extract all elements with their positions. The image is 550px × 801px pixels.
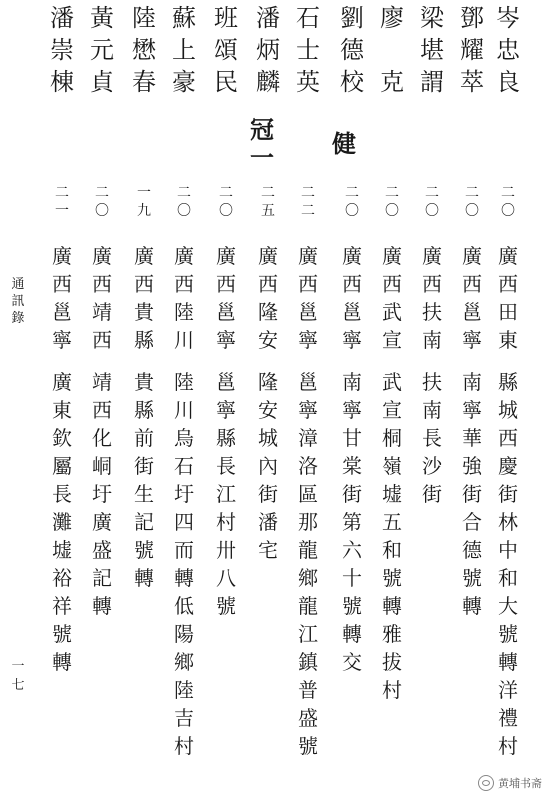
native-place-char: 寧 <box>462 328 482 352</box>
native-place <box>124 246 164 358</box>
age <box>488 186 528 222</box>
person-name-char: 班 <box>214 4 238 32</box>
mailing-address <box>42 372 82 680</box>
section-mark-jian: 健 <box>332 129 356 158</box>
person-name <box>42 6 82 102</box>
age-char: 二 <box>345 185 359 201</box>
person-name-char: 校 <box>340 68 364 96</box>
person-name-char: 炳 <box>256 36 280 64</box>
native-place-char: 廣 <box>52 244 72 268</box>
mailing-address-char: 安 <box>258 398 278 422</box>
mailing-address-char: 村 <box>174 734 194 758</box>
native-place-char: 西 <box>216 272 236 296</box>
native-place-char: 寧 <box>342 328 362 352</box>
mailing-address-char: 潘 <box>258 510 278 534</box>
person-name <box>124 6 164 102</box>
mailing-address-char: 西 <box>498 426 518 450</box>
mailing-address-char: 四 <box>174 510 194 534</box>
age-char: 九 <box>137 203 151 219</box>
age-char: 五 <box>261 203 275 219</box>
person-name-char: 棟 <box>50 68 74 96</box>
mailing-address-char: 號 <box>52 622 72 646</box>
mailing-address-char: 轉 <box>174 566 194 590</box>
native-place-char: 西 <box>52 272 72 296</box>
mailing-address-char: 靖 <box>92 370 112 394</box>
person-name-char: 豪 <box>172 68 196 96</box>
mailing-address-char: 轉 <box>382 594 402 618</box>
mailing-address-char: 東 <box>52 398 72 422</box>
mailing-address-char: 嶺 <box>382 454 402 478</box>
mailing-address <box>82 372 122 624</box>
mailing-address <box>452 372 492 624</box>
age-char: 二 <box>55 185 69 201</box>
person-name-char: 謂 <box>420 68 444 96</box>
age <box>42 186 82 222</box>
mailing-address-char: 桐 <box>382 426 402 450</box>
age <box>372 186 412 222</box>
age-char: 二 <box>301 185 315 201</box>
person-name <box>248 6 288 102</box>
mailing-address-char: 記 <box>92 566 112 590</box>
mailing-address-char: 記 <box>134 510 154 534</box>
native-place-char: 東 <box>498 328 518 352</box>
age-char: 二 <box>95 185 109 201</box>
mailing-address-char: 慶 <box>498 454 518 478</box>
mailing-address-char: 號 <box>498 622 518 646</box>
native-place-char: 西 <box>342 272 362 296</box>
mailing-address-char: 南 <box>342 370 362 394</box>
age-char: 二 <box>261 185 275 201</box>
native-place-char: 西 <box>298 272 318 296</box>
person-name-char: 耀 <box>460 36 484 64</box>
native-place-char: 宣 <box>382 328 402 352</box>
mailing-address-char: 西 <box>92 398 112 422</box>
person-name-char: 陸 <box>132 4 156 32</box>
mailing-address-char: 大 <box>498 594 518 618</box>
mailing-address-char: 號 <box>382 566 402 590</box>
mailing-address-char: 川 <box>174 398 194 422</box>
person-name-char: 貞 <box>90 68 114 96</box>
native-place <box>248 246 288 358</box>
native-place-char: 廣 <box>298 244 318 268</box>
wechat-logo-icon <box>478 775 494 791</box>
age-char: 〇 <box>385 203 399 219</box>
age-char: 〇 <box>465 203 479 219</box>
native-place-char: 邕 <box>342 300 362 324</box>
margin-title-char: 通 <box>11 277 25 292</box>
person-name-char: 潘 <box>256 4 280 32</box>
native-place-char: 隆 <box>258 300 278 324</box>
age-char: 〇 <box>177 203 191 219</box>
mailing-address-char: 墟 <box>52 538 72 562</box>
mailing-address-char: 邕 <box>216 370 236 394</box>
mailing-address-char: 縣 <box>216 426 236 450</box>
mailing-address-char: 號 <box>134 538 154 562</box>
person-name <box>412 6 452 102</box>
native-place-char: 廣 <box>174 244 194 268</box>
age <box>452 186 492 222</box>
person-name <box>288 6 328 102</box>
mailing-address-char: 號 <box>216 594 236 618</box>
native-place-char: 南 <box>422 328 442 352</box>
native-place-char: 廣 <box>498 244 518 268</box>
native-place <box>288 246 328 358</box>
native-place-char: 武 <box>382 300 402 324</box>
person-name-char: 士 <box>296 36 320 64</box>
age <box>288 186 328 222</box>
native-place-char: 陸 <box>174 300 194 324</box>
native-place-char: 寧 <box>216 328 236 352</box>
mailing-address <box>288 372 328 764</box>
mailing-address <box>248 372 288 568</box>
mailing-address-char: 盛 <box>298 706 318 730</box>
mailing-address-char: 江 <box>298 622 318 646</box>
person-name <box>372 6 412 102</box>
mailing-address-char: 寧 <box>462 398 482 422</box>
person-name-char: 民 <box>214 68 238 96</box>
mailing-address-char: 吉 <box>174 706 194 730</box>
margin-title <box>8 278 28 329</box>
mailing-address-char: 五 <box>382 510 402 534</box>
native-place-char: 寧 <box>52 328 72 352</box>
mailing-address <box>412 372 452 512</box>
age-char: 一 <box>137 185 151 201</box>
mailing-address-char: 村 <box>498 734 518 758</box>
mailing-address-char: 轉 <box>342 622 362 646</box>
native-place-char: 邕 <box>298 300 318 324</box>
native-place <box>452 246 492 358</box>
mailing-address-char: 寧 <box>298 398 318 422</box>
section-char-1: 冠 <box>250 115 274 144</box>
age <box>82 186 122 222</box>
mailing-address-char: 街 <box>342 482 362 506</box>
mailing-address-char: 轉 <box>92 594 112 618</box>
mailing-address-char: 陸 <box>174 370 194 394</box>
page-number-char: 一 <box>11 659 25 674</box>
mailing-address-char: 轉 <box>134 566 154 590</box>
mailing-address <box>164 372 204 764</box>
age-char: 〇 <box>501 203 515 219</box>
mailing-address-char: 禮 <box>498 706 518 730</box>
mailing-address-char: 鎮 <box>298 650 318 674</box>
person-name-char: 鄧 <box>460 4 484 32</box>
person-name-char: 頌 <box>214 36 238 64</box>
person-name-char: 良 <box>496 68 520 96</box>
mailing-address-char: 縣 <box>134 398 154 422</box>
age-char: 二 <box>385 185 399 201</box>
native-place <box>372 246 412 358</box>
mailing-address-char: 墟 <box>382 482 402 506</box>
mailing-address-char: 武 <box>382 370 402 394</box>
section-char-2: 一 <box>250 143 274 172</box>
mailing-address <box>488 372 528 764</box>
person-name-char: 春 <box>132 68 156 96</box>
mailing-address-char: 江 <box>216 482 236 506</box>
mailing-address-char: 街 <box>422 482 442 506</box>
mailing-address-char: 龍 <box>298 594 318 618</box>
mailing-address-char: 低 <box>174 594 194 618</box>
mailing-address-char: 中 <box>498 538 518 562</box>
native-place-char: 邕 <box>462 300 482 324</box>
age-char: 二 <box>425 185 439 201</box>
mailing-address-char: 邕 <box>298 370 318 394</box>
person-name-char: 麟 <box>256 68 280 96</box>
mailing-address-char: 化 <box>92 426 112 450</box>
native-place-char: 西 <box>92 272 112 296</box>
person-name-char: 蘇 <box>172 4 196 32</box>
age-char: 二 <box>177 185 191 201</box>
person-name-char: 英 <box>296 68 320 96</box>
person-name-char: 石 <box>296 4 320 32</box>
mailing-address-char: 號 <box>342 594 362 618</box>
age-char: 〇 <box>425 203 439 219</box>
mailing-address-char: 圩 <box>174 482 194 506</box>
mailing-address-char: 沙 <box>422 454 442 478</box>
mailing-address-char: 灘 <box>52 510 72 534</box>
age <box>206 186 246 222</box>
mailing-address-char: 棠 <box>342 454 362 478</box>
mailing-address-char: 長 <box>422 426 442 450</box>
person-name-char <box>380 38 404 62</box>
mailing-address-char: 貴 <box>134 370 154 394</box>
native-place <box>164 246 204 358</box>
mailing-address-char: 華 <box>462 426 482 450</box>
native-place-char: 靖 <box>92 300 112 324</box>
age-char: 二 <box>465 185 479 201</box>
mailing-address-char: 扶 <box>422 370 442 394</box>
native-place <box>206 246 246 358</box>
mailing-address-char: 宅 <box>258 538 278 562</box>
native-place-char: 邕 <box>216 300 236 324</box>
native-place <box>412 246 452 358</box>
mailing-address-char: 拔 <box>382 650 402 674</box>
mailing-address-char: 石 <box>174 454 194 478</box>
mailing-address-char: 六 <box>342 538 362 562</box>
mailing-address-char: 龍 <box>298 538 318 562</box>
native-place-char: 安 <box>258 328 278 352</box>
native-place-char: 西 <box>422 272 442 296</box>
mailing-address-char: 廣 <box>52 370 72 394</box>
mailing-address-char: 村 <box>382 678 402 702</box>
mailing-address-char: 轉 <box>52 650 72 674</box>
watermark-text: 黄埔书斋 <box>498 778 542 790</box>
mailing-address-char: 街 <box>258 482 278 506</box>
mailing-address-char: 交 <box>342 650 362 674</box>
mailing-address-char: 峒 <box>92 454 112 478</box>
person-name-char: 崇 <box>50 36 74 64</box>
mailing-address-char: 轉 <box>462 594 482 618</box>
mailing-address-char: 長 <box>216 454 236 478</box>
person-name <box>332 6 372 102</box>
native-place <box>82 246 122 358</box>
mailing-address-char: 號 <box>298 734 318 758</box>
native-place-char: 川 <box>174 328 194 352</box>
person-name <box>452 6 492 102</box>
person-name <box>488 6 528 102</box>
mailing-address-char: 區 <box>298 482 318 506</box>
mailing-address-char: 八 <box>216 566 236 590</box>
age-char: 二 <box>501 185 515 201</box>
mailing-address-char: 陸 <box>174 678 194 702</box>
person-name-char: 萃 <box>460 68 484 96</box>
mailing-address-char: 卅 <box>216 538 236 562</box>
person-name-char: 潘 <box>50 4 74 32</box>
mailing-address-char: 林 <box>498 510 518 534</box>
page-number-char: 七 <box>11 678 25 693</box>
mailing-address-char: 南 <box>422 398 442 422</box>
age-char: 〇 <box>345 203 359 219</box>
mailing-address <box>332 372 372 680</box>
mailing-address-char: 轉 <box>498 650 518 674</box>
mailing-address-char: 甘 <box>342 426 362 450</box>
person-name-char: 忠 <box>496 36 520 64</box>
native-place <box>332 246 372 358</box>
native-place-char: 邕 <box>52 300 72 324</box>
mailing-address-char: 強 <box>462 454 482 478</box>
mailing-address-char: 南 <box>462 370 482 394</box>
native-place-char: 西 <box>92 328 112 352</box>
person-name-char: 堪 <box>420 36 444 64</box>
mailing-address-char: 德 <box>462 538 482 562</box>
mailing-address-char: 烏 <box>174 426 194 450</box>
native-place-char: 西 <box>174 272 194 296</box>
mailing-address-char: 村 <box>216 510 236 534</box>
native-place-char: 廣 <box>382 244 402 268</box>
native-place-char: 廣 <box>216 244 236 268</box>
mailing-address-char: 內 <box>258 454 278 478</box>
age <box>412 186 452 222</box>
mailing-address-char: 圩 <box>92 482 112 506</box>
margin-title-char: 錄 <box>11 311 25 326</box>
native-place-char: 廣 <box>258 244 278 268</box>
mailing-address-char: 縣 <box>498 370 518 394</box>
person-name-char: 元 <box>90 36 114 64</box>
mailing-address-char: 洋 <box>498 678 518 702</box>
person-name-char: 梁 <box>420 4 444 32</box>
native-place-char: 縣 <box>134 328 154 352</box>
mailing-address-char: 街 <box>134 454 154 478</box>
mailing-address-char: 洛 <box>298 454 318 478</box>
native-place-char: 西 <box>382 272 402 296</box>
section-mark-guan-yi <box>242 115 282 174</box>
person-name-char: 劉 <box>340 4 364 32</box>
age <box>248 186 288 222</box>
mailing-address-char: 雅 <box>382 622 402 646</box>
person-name-char: 岑 <box>496 4 520 32</box>
mailing-address-char: 鄉 <box>298 566 318 590</box>
mailing-address-char: 普 <box>298 678 318 702</box>
mailing-address <box>124 372 164 596</box>
watermark <box>478 775 542 791</box>
native-place-char: 寧 <box>298 328 318 352</box>
native-place <box>42 246 82 358</box>
native-place-char: 西 <box>134 272 154 296</box>
mailing-address-char: 宣 <box>382 398 402 422</box>
mailing-address-char: 長 <box>52 482 72 506</box>
age-char: 二 <box>219 185 233 201</box>
native-place-char: 西 <box>462 272 482 296</box>
page-number <box>8 660 28 698</box>
age <box>124 186 164 222</box>
person-name-char: 克 <box>380 68 404 96</box>
mailing-address-char: 廣 <box>92 510 112 534</box>
native-place <box>488 246 528 358</box>
person-name <box>164 6 204 102</box>
person-name-char: 黃 <box>90 4 114 32</box>
native-place-char: 西 <box>258 272 278 296</box>
mailing-address-char: 寧 <box>216 398 236 422</box>
mailing-address-char: 而 <box>174 538 194 562</box>
person-name <box>82 6 122 102</box>
age-char: 〇 <box>219 203 233 219</box>
native-place-char: 扶 <box>422 300 442 324</box>
mailing-address <box>372 372 412 708</box>
mailing-address-char: 和 <box>382 538 402 562</box>
margin-title-char: 訊 <box>11 294 25 309</box>
mailing-address-char: 城 <box>258 426 278 450</box>
person-name <box>206 6 246 102</box>
mailing-address-char: 鄉 <box>174 650 194 674</box>
mailing-address-char: 屬 <box>52 454 72 478</box>
mailing-address-char: 城 <box>498 398 518 422</box>
mailing-address-char: 欽 <box>52 426 72 450</box>
mailing-address-char: 合 <box>462 510 482 534</box>
mailing-address-char: 和 <box>498 566 518 590</box>
age-char: 二 <box>301 203 315 219</box>
native-place-char: 西 <box>498 272 518 296</box>
mailing-address-char: 那 <box>298 510 318 534</box>
person-name-char: 上 <box>172 36 196 64</box>
mailing-address <box>206 372 246 624</box>
mailing-address-char: 號 <box>462 566 482 590</box>
age-char: 〇 <box>95 203 109 219</box>
age-char: 一 <box>55 203 69 219</box>
native-place-char: 田 <box>498 300 518 324</box>
person-name-char: 廖 <box>380 4 404 32</box>
mailing-address-char: 生 <box>134 482 154 506</box>
mailing-address-char: 街 <box>498 482 518 506</box>
native-place-char: 廣 <box>92 244 112 268</box>
native-place-char: 廣 <box>342 244 362 268</box>
age <box>332 186 372 222</box>
person-name-char: 德 <box>340 36 364 64</box>
mailing-address-char: 祥 <box>52 594 72 618</box>
mailing-address-char: 寧 <box>342 398 362 422</box>
native-place-char: 廣 <box>134 244 154 268</box>
mailing-address-char: 第 <box>342 510 362 534</box>
mailing-address-char: 裕 <box>52 566 72 590</box>
mailing-address-char: 隆 <box>258 370 278 394</box>
person-name-char: 懋 <box>132 36 156 64</box>
native-place-char: 廣 <box>422 244 442 268</box>
mailing-address-char: 盛 <box>92 538 112 562</box>
age <box>164 186 204 222</box>
native-place-char: 廣 <box>462 244 482 268</box>
mailing-address-char: 街 <box>462 482 482 506</box>
native-place-char: 貴 <box>134 300 154 324</box>
mailing-address-char: 十 <box>342 566 362 590</box>
mailing-address-char: 漳 <box>298 426 318 450</box>
mailing-address-char: 前 <box>134 426 154 450</box>
mailing-address-char: 陽 <box>174 622 194 646</box>
